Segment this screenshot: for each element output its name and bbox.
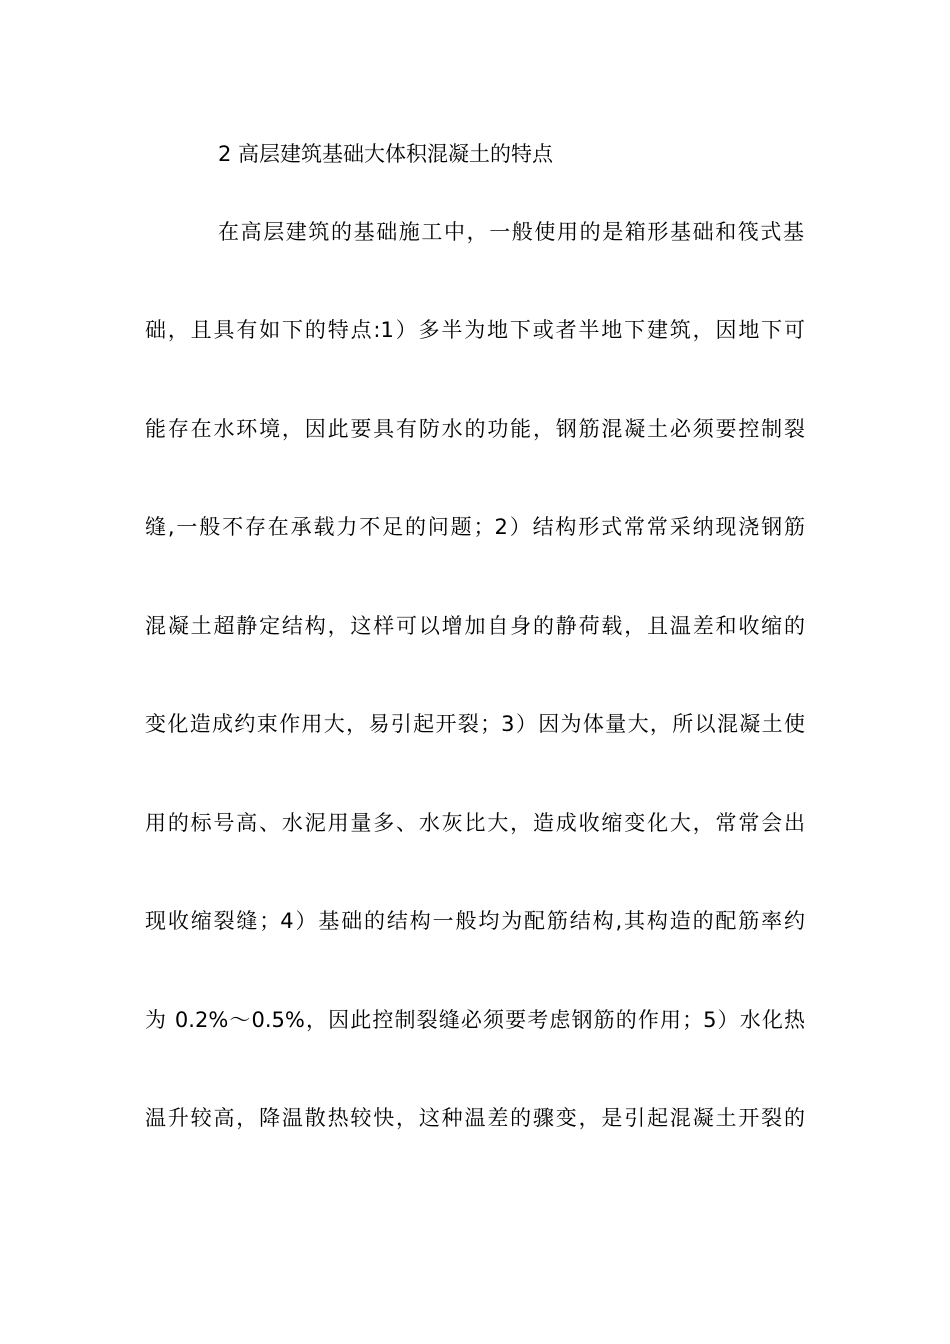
- paragraph-line: 缝,一般不存在承载力不足的问题；2）结构形式常常采纳现浇钢筋: [145, 515, 805, 539]
- paragraph-line: 础，且具有如下的特点:1）多半为地下或者半地下建筑，因地下可: [145, 318, 805, 342]
- section-heading: 2 高层建筑基础大体积混凝土的特点: [218, 142, 554, 166]
- paragraph-line: 混凝土超静定结构，这样可以增加自身的静荷载，且温差和收缩的: [145, 614, 805, 638]
- paragraph-line: 为 0.2%～0.5%，因此控制裂缝必须要考虑钢筋的作用；5）水化热: [145, 1008, 805, 1032]
- paragraph-line: 在高层建筑的基础施工中，一般使用的是箱形基础和筏式基: [218, 220, 804, 244]
- paragraph-line: 现收缩裂缝；4）基础的结构一般均为配筋结构,其构造的配筋率约: [145, 909, 805, 933]
- paragraph-line: 能存在水环境，因此要具有防水的功能，钢筋混凝土必须要控制裂: [145, 417, 805, 441]
- paragraph-line: 用的标号高、水泥用量多、水灰比大，造成收缩变化大，常常会出: [145, 811, 805, 835]
- paragraph-line: 变化造成约束作用大，易引起开裂；3）因为体量大，所以混凝土使: [145, 712, 805, 736]
- paragraph-line: 温升较高，降温散热较快，这种温差的骤变，是引起混凝土开裂的: [145, 1106, 805, 1130]
